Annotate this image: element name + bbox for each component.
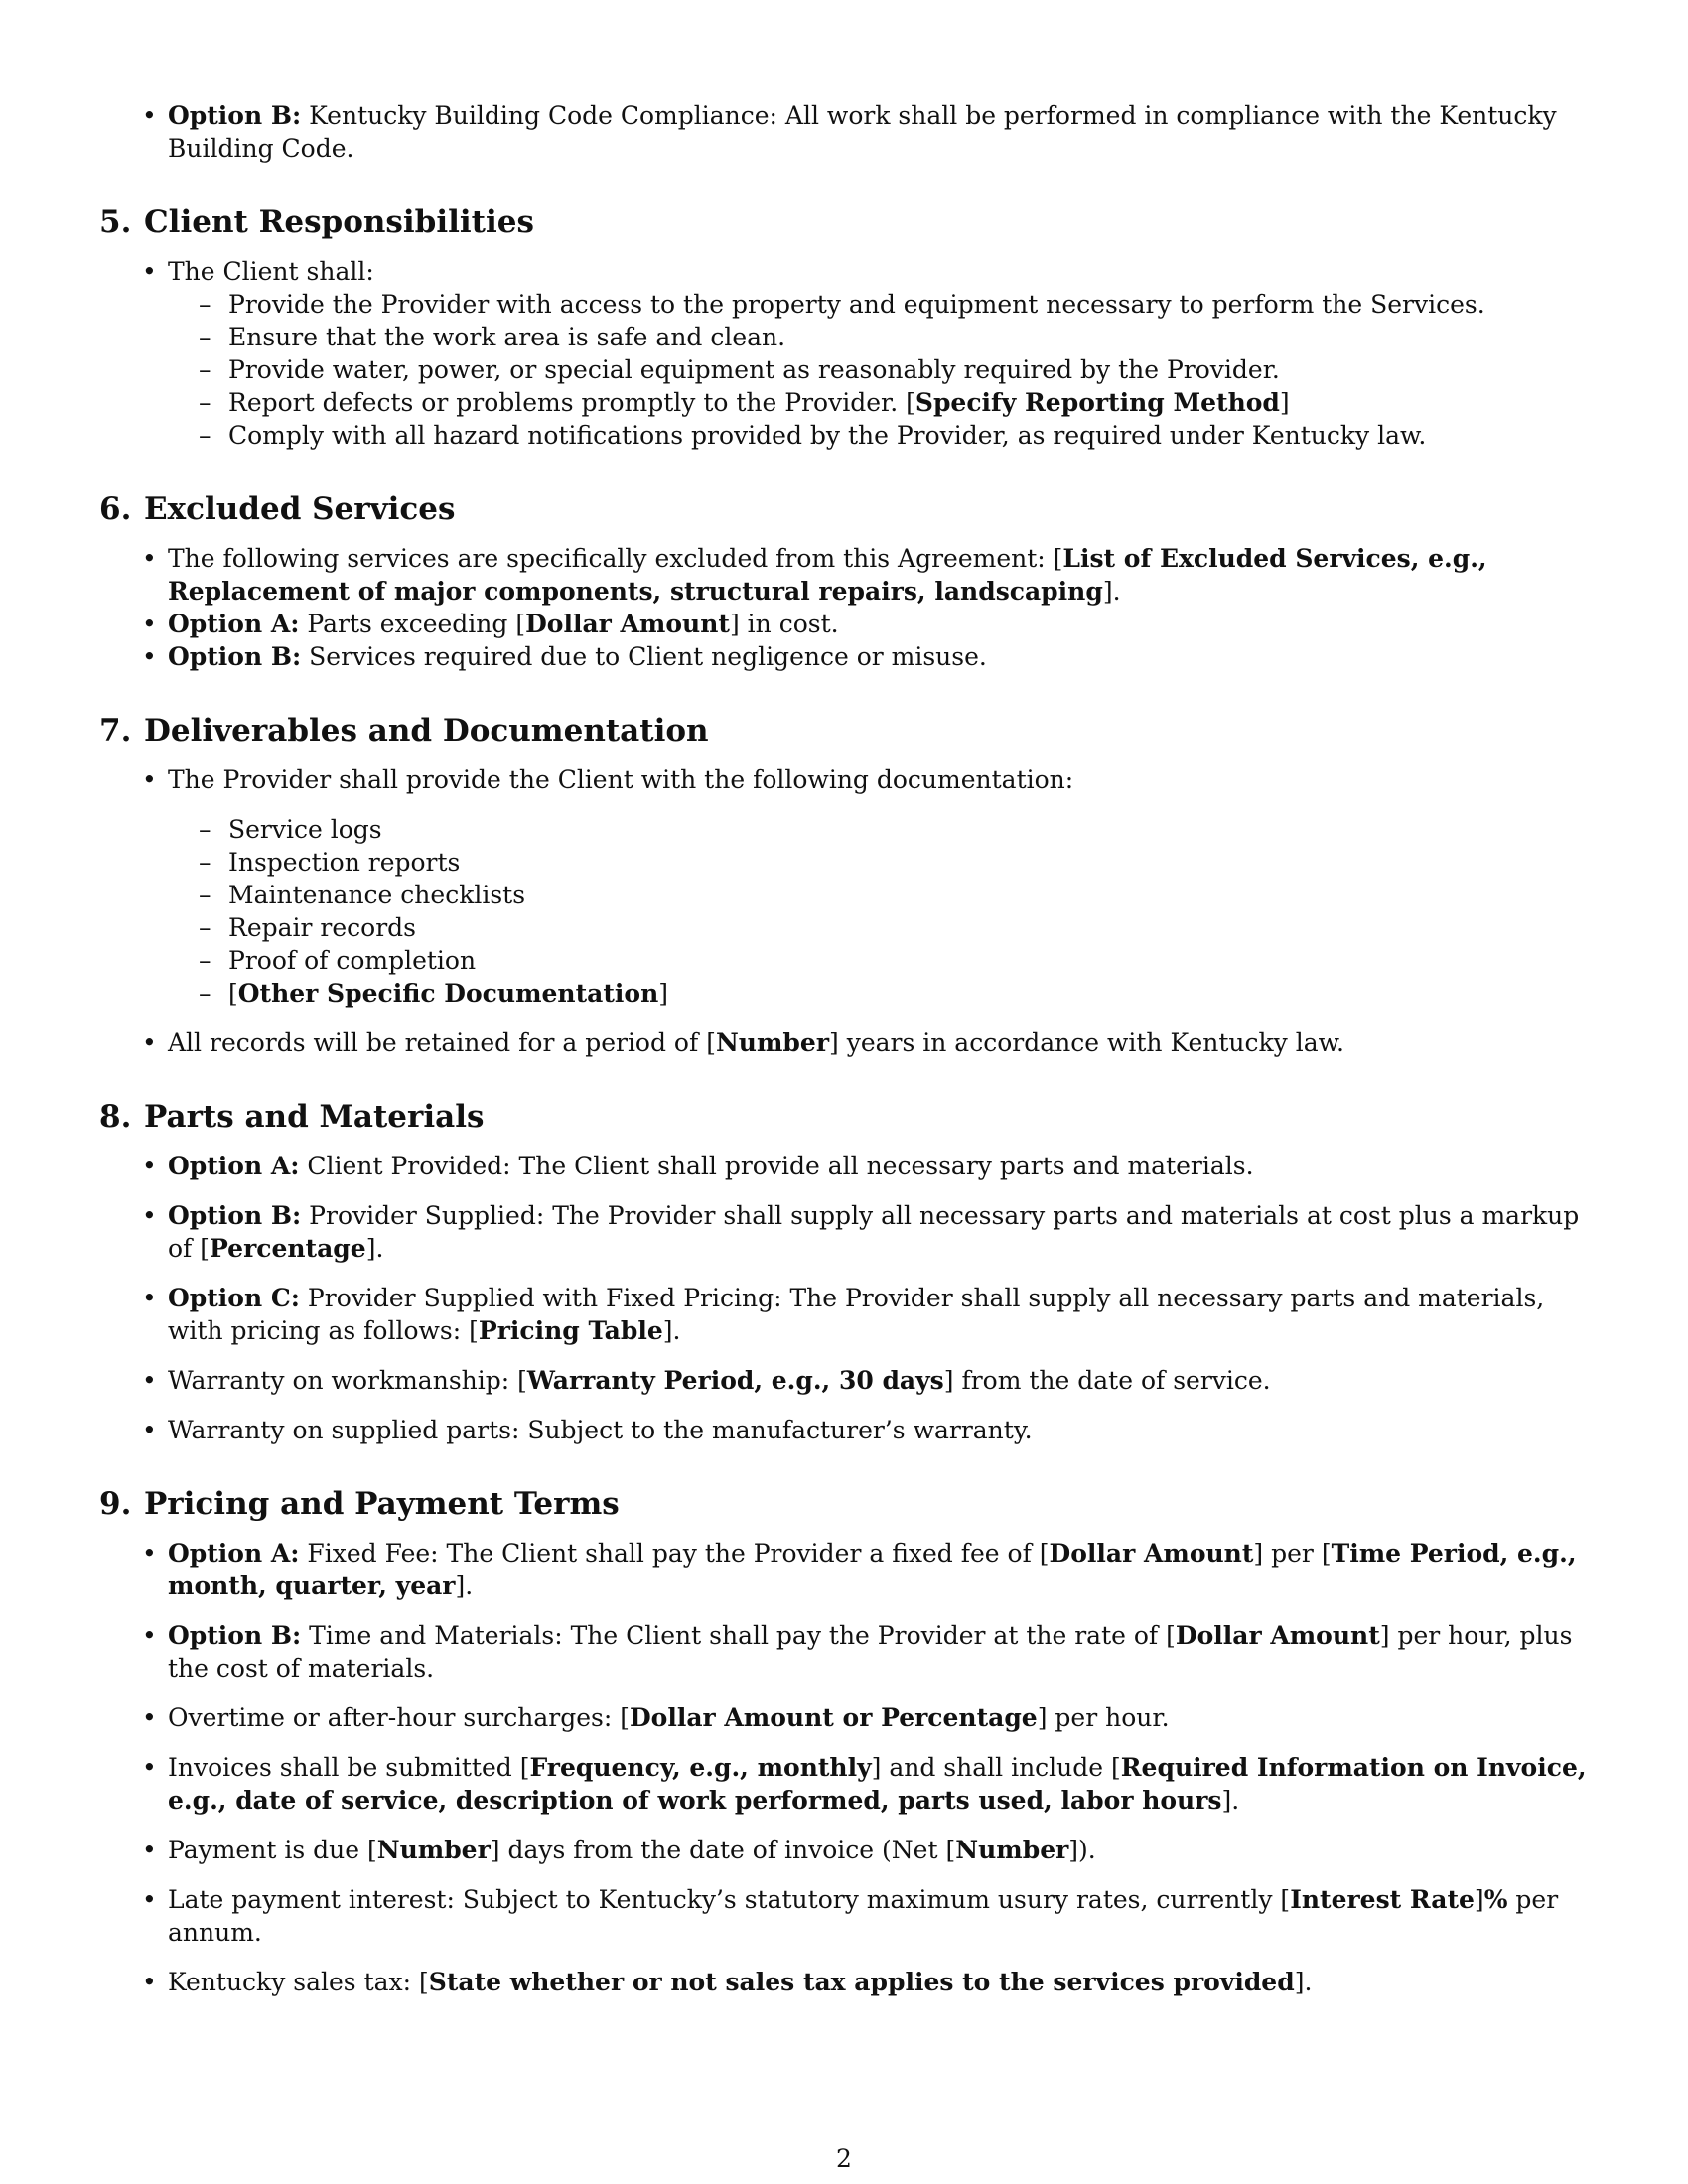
placeholder: Dollar Amount (525, 610, 730, 638)
item-text: Invoices shall be submitted (168, 1753, 520, 1782)
list-item: – Maintenance checklists (228, 879, 1589, 911)
list-item (168, 640, 1589, 673)
item-text: per hour, plus the cost of materials. (168, 1621, 1573, 1683)
item-text: from the date of service. (953, 1366, 1271, 1395)
section-number: 5. (99, 205, 132, 240)
section8-list (99, 1150, 1589, 1446)
placeholder: Interest Rate (1290, 1885, 1475, 1914)
section-title: Client Responsibilities (144, 205, 534, 240)
section-number: 7. (99, 713, 132, 749)
item-text: Client Provided: The Client shall provide all necessary parts and materials. (299, 1152, 1254, 1180)
list-item: • The following services are specifically excluded from this Agreement: [List of Excluded Services, e.g., Replacement of major components, structural repairs, landscaping]. (168, 542, 1589, 608)
section4-option-b (168, 99, 1589, 165)
section8-heading (99, 1097, 1589, 1137)
list-item: • Overtime or after-hour surcharges: [Dollar Amount or Percentage] per hour. (168, 1702, 1589, 1734)
placeholder: Required Information on Invoice, e.g., date of service, description of work performed, parts used, labor hours (168, 1753, 1587, 1815)
section5-sublist (168, 288, 1589, 452)
placeholder: Dollar Amount (1049, 1539, 1254, 1568)
list-item: • Warranty on supplied parts: Subject to the manufacturer’s warranty. (168, 1414, 1589, 1446)
section5-intro (168, 255, 1589, 452)
item-text: Provider Supplied with Fixed Pricing: The Provider shall supply all necessary parts and materials, with pricing as follows: (168, 1284, 1545, 1345)
placeholder: List of Excluded Services, e.g., Replacement of major components, structural repairs, landscaping (168, 544, 1487, 606)
item-text: days from the date of invoice (Net (499, 1836, 946, 1864)
list-item: – Ensure that the work area is safe and clean. (228, 321, 1589, 353)
section7-list (99, 763, 1589, 1059)
list-item: • Option A: Fixed Fee: The Client shall pay the Provider a fixed fee of [Dollar Amount] per [Time Period, e.g., month, quarter, year]. (168, 1537, 1589, 1602)
placeholder: Dollar Amount or Percentage (629, 1704, 1038, 1732)
option-label: Option C: (168, 1284, 300, 1312)
list-item (168, 1150, 1589, 1182)
item-text: Payment is due (168, 1836, 367, 1864)
item-text: Parts exceeding (299, 610, 516, 638)
section4-tail-list (99, 99, 1589, 165)
list-item: • Warranty on workmanship: [Warranty Period, e.g., 30 days] from the date of service. (168, 1364, 1589, 1397)
option-label: Option B: (168, 1201, 302, 1230)
item-text: Fixed Fee: The Client shall pay the Provider a fixed fee of (299, 1539, 1040, 1568)
list-item (168, 763, 1589, 1010)
option-label: Option A: (168, 1539, 300, 1568)
section9-heading (99, 1484, 1589, 1524)
item-text: Late payment interest: Subject to Kentucky’s statutory maximum usury rates, currently (168, 1885, 1281, 1914)
placeholder: Number (955, 1836, 1069, 1864)
section-title: Pricing and Payment Terms (144, 1486, 620, 1522)
list-item: – Report defects or problems promptly to the Provider. [Specify Reporting Method] (228, 386, 1589, 419)
option-label: Option B: (168, 101, 302, 130)
page-number: 2 (836, 2144, 852, 2173)
item-text: Report defects or problems promptly to the Provider. (228, 388, 907, 417)
section-number: 8. (99, 1099, 132, 1135)
placeholder: State whether or not sales tax applies to the services provided (428, 1968, 1295, 1996)
list-item: • Late payment interest: Subject to Kentucky’s statutory maximum usury rates, currently [Interest Rate]% per annum. (168, 1883, 1589, 1949)
item-text: Provider Supplied: The Provider shall supply all necessary parts and materials at cost plus a markup of (168, 1201, 1580, 1263)
section7-sublist (168, 813, 1589, 1010)
option-label: Option A: (168, 610, 300, 638)
section6-list (99, 542, 1589, 673)
placeholder: Number (715, 1028, 829, 1057)
placeholder: Pricing Table (478, 1316, 663, 1345)
section-title: Parts and Materials (144, 1099, 485, 1135)
item-text: All records will be retained for a period of (168, 1028, 707, 1057)
list-item: • Option B: Provider Supplied: The Provider shall supply all necessary parts and materials at cost plus a markup of [Percentage]. (168, 1199, 1589, 1265)
item-text: Warranty on workmanship: (168, 1366, 518, 1395)
intro-text: The Client shall: (168, 257, 374, 286)
option-label: Option B: (168, 1621, 302, 1650)
item-text: per annum. (168, 1885, 1559, 1947)
list-item: • Option B: Time and Materials: The Client shall pay the Provider at the rate of [Dollar Amount] per hour, plus the cost of materials. (168, 1619, 1589, 1685)
section5-heading (99, 203, 1589, 242)
section5-list (99, 255, 1589, 452)
placeholder: Percentage (210, 1234, 366, 1263)
item-text: Time and Materials: The Client shall pay the Provider at the rate of (301, 1621, 1167, 1650)
section7-heading (99, 711, 1589, 751)
list-item: – Service logs (228, 813, 1589, 846)
placeholder: Number (376, 1836, 491, 1864)
section6-heading (99, 489, 1589, 529)
item-text: Services required due to Client negligence or misuse. (301, 642, 987, 671)
list-item: – [Other Specific Documentation] (228, 977, 1589, 1010)
item-text: Overtime or after-hour surcharges: (168, 1704, 621, 1732)
list-item: • Payment is due [Number] days from the date of invoice (Net [Number]). (168, 1834, 1589, 1866)
list-item: • Option A: Parts exceeding [Dollar Amount] in cost. (168, 608, 1589, 640)
placeholder: Time Period, e.g., month, quarter, year (168, 1539, 1577, 1600)
document-page (99, 99, 1589, 1998)
list-item: • Kentucky sales tax: [State whether or not sales tax applies to the services provided]. (168, 1966, 1589, 1998)
list-item: – Provide water, power, or special equipment as reasonably required by the Provider. (228, 353, 1589, 386)
list-item: • All records will be retained for a period of [Number] years in accordance with Kentucky law. (168, 1026, 1589, 1059)
list-item: – Inspection reports (228, 846, 1589, 879)
percent-sign: % (1483, 1885, 1508, 1914)
section-title: Excluded Services (144, 491, 456, 527)
item-text: in cost. (739, 610, 839, 638)
placeholder: Other Specific Documentation (237, 979, 659, 1008)
list-item: • Option C: Provider Supplied with Fixed Pricing: The Provider shall supply all necessary parts and materials, with pricing as follows: [Pricing Table]. (168, 1282, 1589, 1347)
placeholder: Dollar Amount (1175, 1621, 1380, 1650)
item-text: and shall include (881, 1753, 1112, 1782)
option-label: Option B: (168, 642, 302, 671)
section-title: Deliverables and Documentation (144, 713, 709, 749)
section-number: 9. (99, 1486, 132, 1522)
list-item: – Comply with all hazard notifications provided by the Provider, as required under Kentucky law. (228, 419, 1589, 452)
item-text: Kentucky sales tax: (168, 1968, 419, 1996)
placeholder: Frequency, e.g., monthly (529, 1753, 872, 1782)
item-text: The following services are specifically excluded from this Agreement: (168, 544, 1054, 573)
list-item: • Invoices shall be submitted [Frequency, e.g., monthly] and shall include [Required Information on Invoice, e.g., date of service, description of work performed, parts used, labor hours]. (168, 1751, 1589, 1817)
option-text: Kentucky Building Code Compliance: All work shall be performed in compliance with the Kentucky Building Code. (168, 101, 1557, 163)
item-text: per hour. (1047, 1704, 1170, 1732)
item-text: The Provider shall provide the Client with the following documentation: (168, 765, 1074, 794)
item-text: years in accordance with Kentucky law. (838, 1028, 1345, 1057)
section-number: 6. (99, 491, 132, 527)
item-text: per (1263, 1539, 1322, 1568)
option-label: Option A: (168, 1152, 300, 1180)
list-item: – Provide the Provider with access to the property and equipment necessary to perform the Services. (228, 288, 1589, 321)
placeholder: Specify Reporting Method (914, 388, 1280, 417)
placeholder: Warranty Period, e.g., 30 days (526, 1366, 944, 1395)
list-item: – Repair records (228, 911, 1589, 944)
list-item: – Proof of completion (228, 944, 1589, 977)
section9-list (99, 1537, 1589, 1998)
